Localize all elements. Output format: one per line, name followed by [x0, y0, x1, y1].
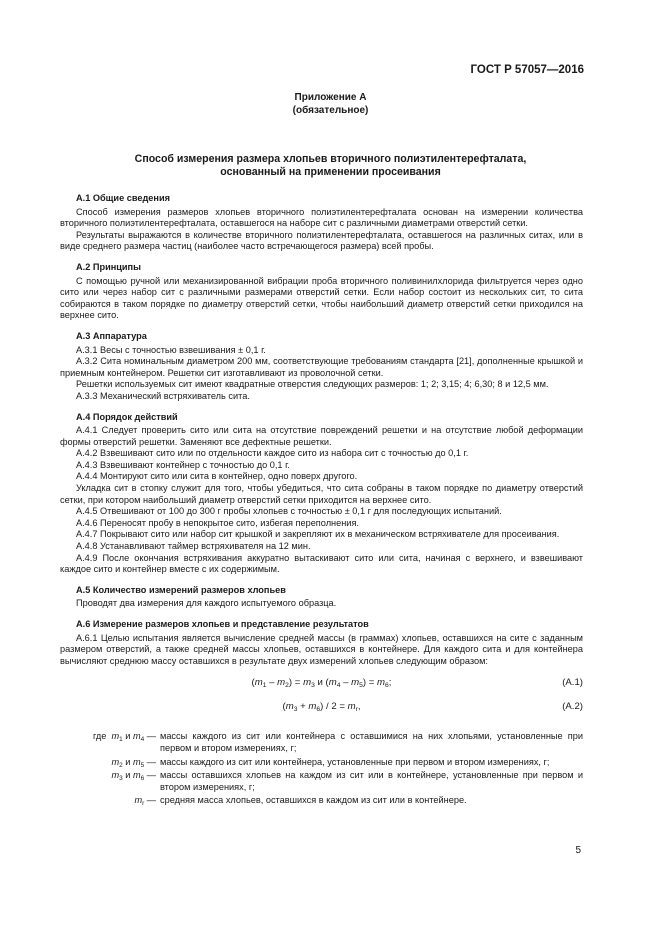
- section-heading-a3: А.3 Аппаратура: [76, 330, 147, 341]
- annex-title: Приложение А: [294, 92, 367, 103]
- paragraph: А.3.1 Весы с точностью взвешивания ± 0,1 г.: [76, 344, 266, 355]
- body-text: [60, 193, 583, 809]
- document-title: [0, 153, 661, 179]
- paragraph: Укладка сит в стопку служит для того, чтобы убедиться, что сита собраны в таком порядке по диаметру отверстий сетки, при котором наибольший диаметр отверстий сетки приходится на верхнее сито.: [60, 483, 583, 505]
- paragraph: А.3.3 Механический встряхиватель сита.: [76, 390, 250, 401]
- definition-row: [60, 770, 583, 793]
- paragraph: А.4.7 Покрывают сито или набор сит крышкой и закрепляют их в механическом встряхивателе для просеивания.: [76, 529, 560, 540]
- definition-symbol: где $m_1$ и $m_4$ —: [92, 731, 156, 744]
- definition-text: массы оставшихся хлопьев на каждом из сит или в контейнере, установленные при первом и втором измерениях, г;: [160, 770, 583, 792]
- annex-status: (обязательное): [292, 104, 369, 116]
- section-heading-a6: А.6 Измерение размеров хлопьев и представление результатов: [76, 619, 369, 629]
- definition-row: [60, 757, 583, 769]
- equation-a1-number: (А.1): [562, 677, 583, 689]
- equation-a1-formula: $(m_1 - m_2) = m_3$ и $(m_4 - m_5) = m_6$;: [251, 677, 392, 690]
- paragraph: А.3.2 Сита номинальным диаметром 200 мм, соответствующие требованиям стандарта [21], дополненные крышкой и приемным контейнером. Решетки сит изготавливают из проволочной сетки.: [60, 356, 583, 378]
- paragraph: А.4.2 Взвешивают сито или по отдельности каждое сито из набора сит с точностью до 0,1 г.: [76, 448, 469, 459]
- variable-definitions: [60, 731, 583, 807]
- definition-text: массы каждого из сит или контейнера с оставшимися на них хлопьями, установленные при первом и втором измерениях, г;: [160, 731, 583, 753]
- equation-a2-number: (А.2): [562, 701, 583, 713]
- definition-row: [60, 731, 583, 754]
- paragraph: А.4.4 Монтируют сито или сита в контейнер, одно поверх другого.: [76, 471, 358, 482]
- annex-heading: [0, 92, 661, 117]
- definition-symbol: $m_2$ и $m_5$ —: [111, 756, 156, 769]
- title-line-1: Способ измерения размера хлопьев вторичного полиэтилентерефталата,: [134, 153, 527, 165]
- paragraph: А.4.3 Взвешивают контейнер с точностью до 0,1 г.: [76, 459, 290, 470]
- paragraph: А.4.1 Следует проверить сито или сита на отсутствие повреждений решетки и на отсутствие любой деформации формы отверстий решетки. Заменяют все дефектные решетки.: [60, 425, 583, 447]
- definition-row: [60, 795, 583, 807]
- equation-a2-formula: $(m_3 + m_6) / 2 = m_r$,: [282, 701, 361, 714]
- definition-symbol: $m_3$ и $m_6$ —: [111, 770, 156, 783]
- paragraph: Способ измерения размеров хлопьев вторичного полиэтилентерефталата основан на измерении количества вторичного полиэтилентерефталата, оставшегося на наборе сит с различными диаметрами отверстий сетки.: [60, 206, 583, 229]
- paragraph: А.4.8 Устанавливают таймер встряхивателя на 12 мин.: [76, 541, 311, 552]
- paragraph: А.4.5 Отвешивают от 100 до 300 г пробы хлопьев с точностью ± 0,1 г для последующих испытаний.: [76, 506, 502, 517]
- definition-text: средняя масса хлопьев, оставшихся в каждом из сит или в контейнере.: [160, 795, 467, 806]
- section-heading-a5: А.5 Количество измерений размеров хлопьев: [76, 584, 286, 595]
- paragraph: С помощью ручной или механизированной вибрации проба вторичного поливинилхлорида фильтруется через одно сито или через набор сит с различными размерами отверстий сетки. Если набор состоит из нескольких сит, то сита собираются в таком порядке по диаметру отверстий сетки, чтобы наибольший диаметр отверстий сетки приходился на верхнее сито.: [60, 275, 583, 321]
- paragraph: Проводят два измерения для каждого испытуемого образца.: [76, 598, 337, 609]
- paragraph: А.4.9 После окончания встряхивания аккуратно вытаскивают сито или сита, начиная с верхнего, и взвешивают каждое сито и контейнер вместе с их содержимым.: [60, 552, 583, 575]
- definition-text: массы каждого из сит или контейнера, установленные при первом и втором измерениях, г;: [160, 756, 550, 767]
- title-line-2: основанный на применении просеивания: [220, 166, 441, 178]
- paragraph: А.4.6 Переносят пробу в непокрытое сито, избегая переполнения.: [76, 517, 359, 528]
- paragraph: Результаты выражаются в количестве вторичного полиэтилентерефталата, оставшегося на различных ситах, или в виде среднего размера частиц (наиболее часто встречающегося размера) всей пробы.: [60, 229, 583, 252]
- section-heading-a4: А.4 Порядок действий: [76, 411, 178, 422]
- page-number: 5: [575, 845, 581, 856]
- equation-a2: [60, 697, 583, 717]
- equation-a1: [60, 673, 583, 693]
- section-heading-a1: А.1 Общие сведения: [76, 193, 170, 203]
- standard-designation: ГОСТ Р 57057—2016: [470, 64, 584, 76]
- section-heading-a2: А.2 Принципы: [76, 261, 141, 272]
- definition-symbol: $m_r$ —: [134, 795, 156, 808]
- paragraph: А.6.1 Целью испытания является вычисление средней массы (в граммах) хлопьев, оставшихся на сите с заданным размером отверстий, а также средней массы хлопьев, оставшихся в контейнере. Для каждого сита и для контейнера вычисляют среднюю массу оставшихся в результате двух измерений хлопьев следующим образом:: [60, 632, 583, 666]
- paragraph: Решетки используемых сит имеют квадратные отверстия следующих размеров: 1; 2; 3,15; 4; 6,30; 8 и 12,5 мм.: [76, 379, 549, 390]
